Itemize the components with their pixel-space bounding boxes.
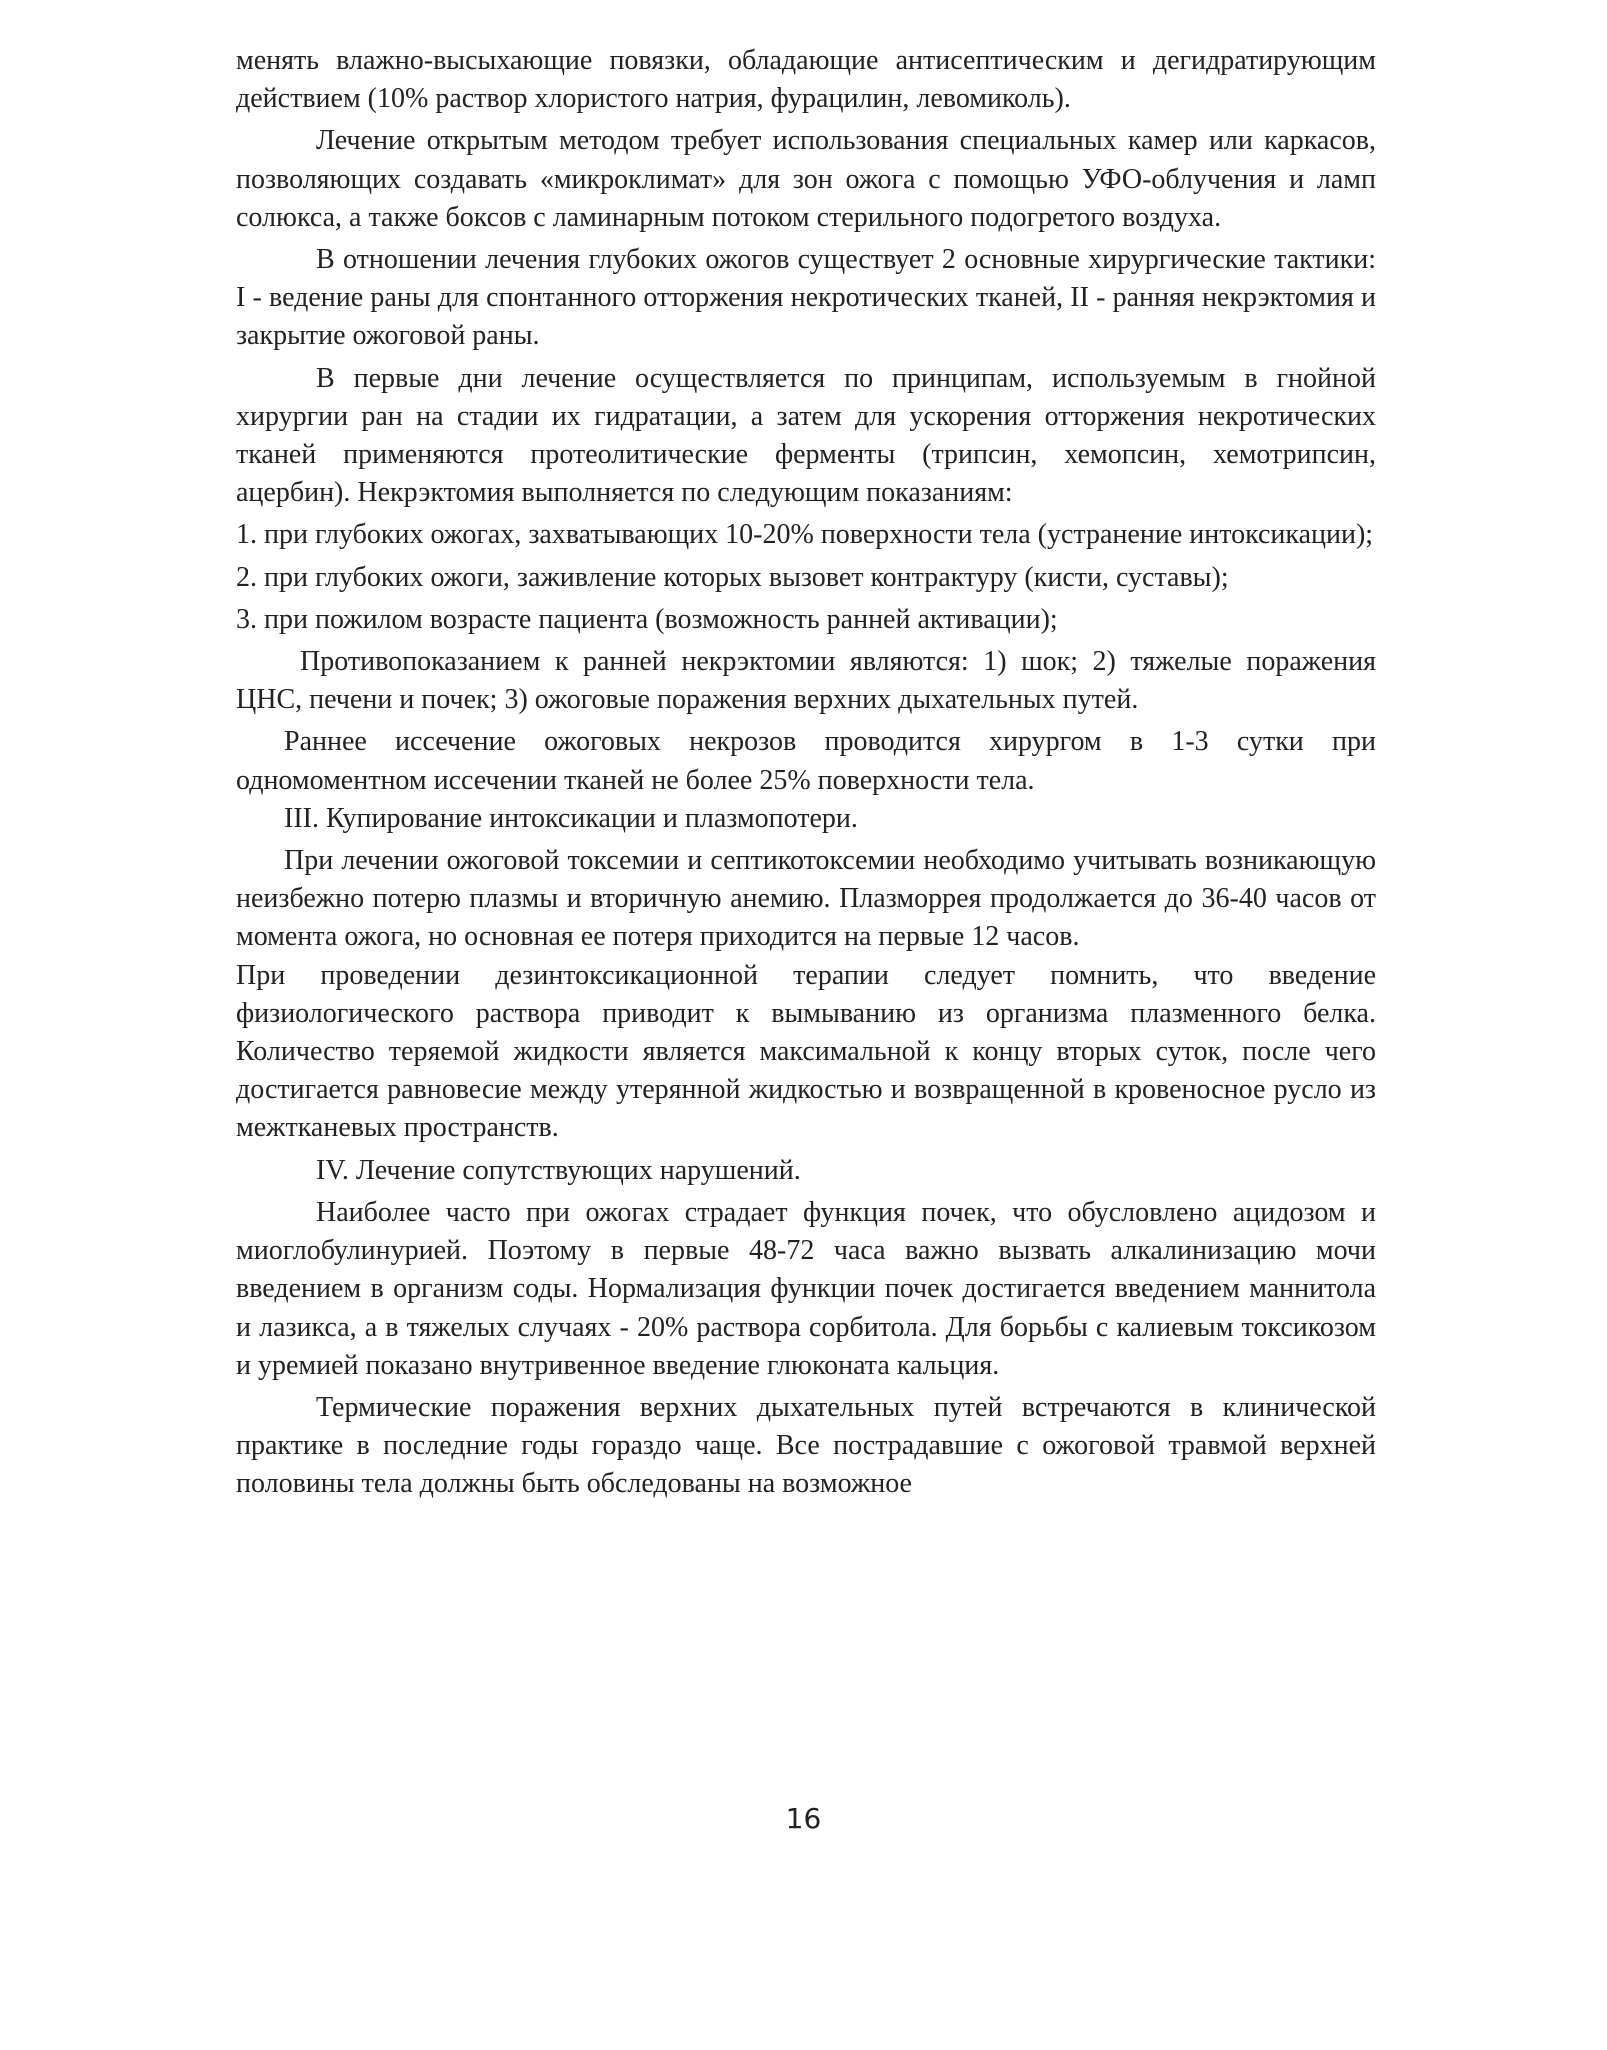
paragraph-deep-burns-tactics: В отношении лечения глубоких ожогов существует 2 основные хирургические тактики: I - ведение раны для спонтанного отторжения некротических тканей, II - ранняя некрэктомия и закрытие ожоговой раны. xyxy=(236,244,1376,352)
section-heading-concomitant: IV. Лечение сопутствующих нарушений. xyxy=(316,1154,801,1186)
list-item-indication-2: 2. при глубоких ожоги, заживление которых вызовет контрактуру (кисти, суставы); xyxy=(236,561,1229,593)
paragraph-open-method: Лечение открытым методом требует использования специальных камер или каркасов, позволяющих создавать «микроклимат» для зон ожога с помощью УФО-облучения и ламп солюкса, а также боксов с ламинарным потоком стерильного подогретого воздуха. xyxy=(236,125,1376,233)
page-number: 16 xyxy=(785,1802,822,1835)
body-text xyxy=(236,42,1376,1504)
paragraph-toxemia-treatment: При лечении ожоговой токсемии и септикотоксемии необходимо учитывать возникающую неизбежно потерю плазмы и вторичную анемию. Плазморрея продолжается до 36-40 часов от момента ожога, но основная ее потеря приходится на первые 12 часов. xyxy=(236,845,1376,953)
paragraph-early-excision: Раннее иссечение ожоговых некрозов проводится хирургом в 1-3 сутки при одномоментном иссечении тканей не более 25% поверхности тела. xyxy=(236,726,1376,796)
paragraph-contraindications: Противопоказанием к ранней некрэктомии являются: 1) шок; 2) тяжелые поражения ЦНС, печени и почек; 3) ожоговые поражения верхних дыхательных путей. xyxy=(236,646,1376,716)
paragraph-airway-injuries: Термические поражения верхних дыхательных путей встречаются в клинической практике в последние годы гораздо чаще. Все пострадавшие с ожоговой травмой верхней половины тела должны быть обследованы на возможное xyxy=(236,1391,1376,1500)
list-item-indication-1: 1. при глубоких ожогах, захватывающих 10-20% поверхности тела (устранение интоксикации); xyxy=(236,519,1374,551)
list-item-indication-3: 3. при пожилом возрасте пациента (возможность ранней активации); xyxy=(236,603,1058,635)
paragraph-first-days-treatment: В первые дни лечение осуществляется по принципам, используемым в гнойной хирургии ран на стадии их гидратации, а затем для ускорения отторжения некротических тканей применяются протеолитические ферменты (трипсин, хемопсин, хемотрипсин, ацербин). Некрэктомия выполняется по следующим показаниям: xyxy=(236,362,1376,509)
paragraph-dressings-continued: менять влажно-высыхающие повязки, обладающие антисептическим и дегидратирующим действием (10% раствор хлористого натрия, фурацилин, левомиколь). xyxy=(236,45,1376,115)
paragraph-kidney-function: Наиболее часто при ожогах страдает функция почек, что обусловлено ацидозом и миоглобулинурией. Поэтому в первые 48-72 часа важно вызвать алкалинизацию мочи введением в организм соды. Нормализация функции почек достигается введением маннитола и лазикса, а в тяжелых случаях - 20% раствора сорбитола. Для борьбы с калиевым токсикозом и уремией показано внутривенное введение глюконата кальция. xyxy=(236,1196,1376,1381)
section-heading-intoxication: III. Купирование интоксикации и плазмопотери. xyxy=(284,802,858,834)
paragraph-detox-therapy: При проведении дезинтоксикационной терапии следует помнить, что введение физиологического раствора приводит к вымыванию из организма плазменного белка. Количество теряемой жидкости является максимальной к концу вторых суток, после чего достигается равновесие между утерянной жидкостью и возвращенной в кровеносное русло из межтканевых пространств. xyxy=(236,959,1376,1144)
